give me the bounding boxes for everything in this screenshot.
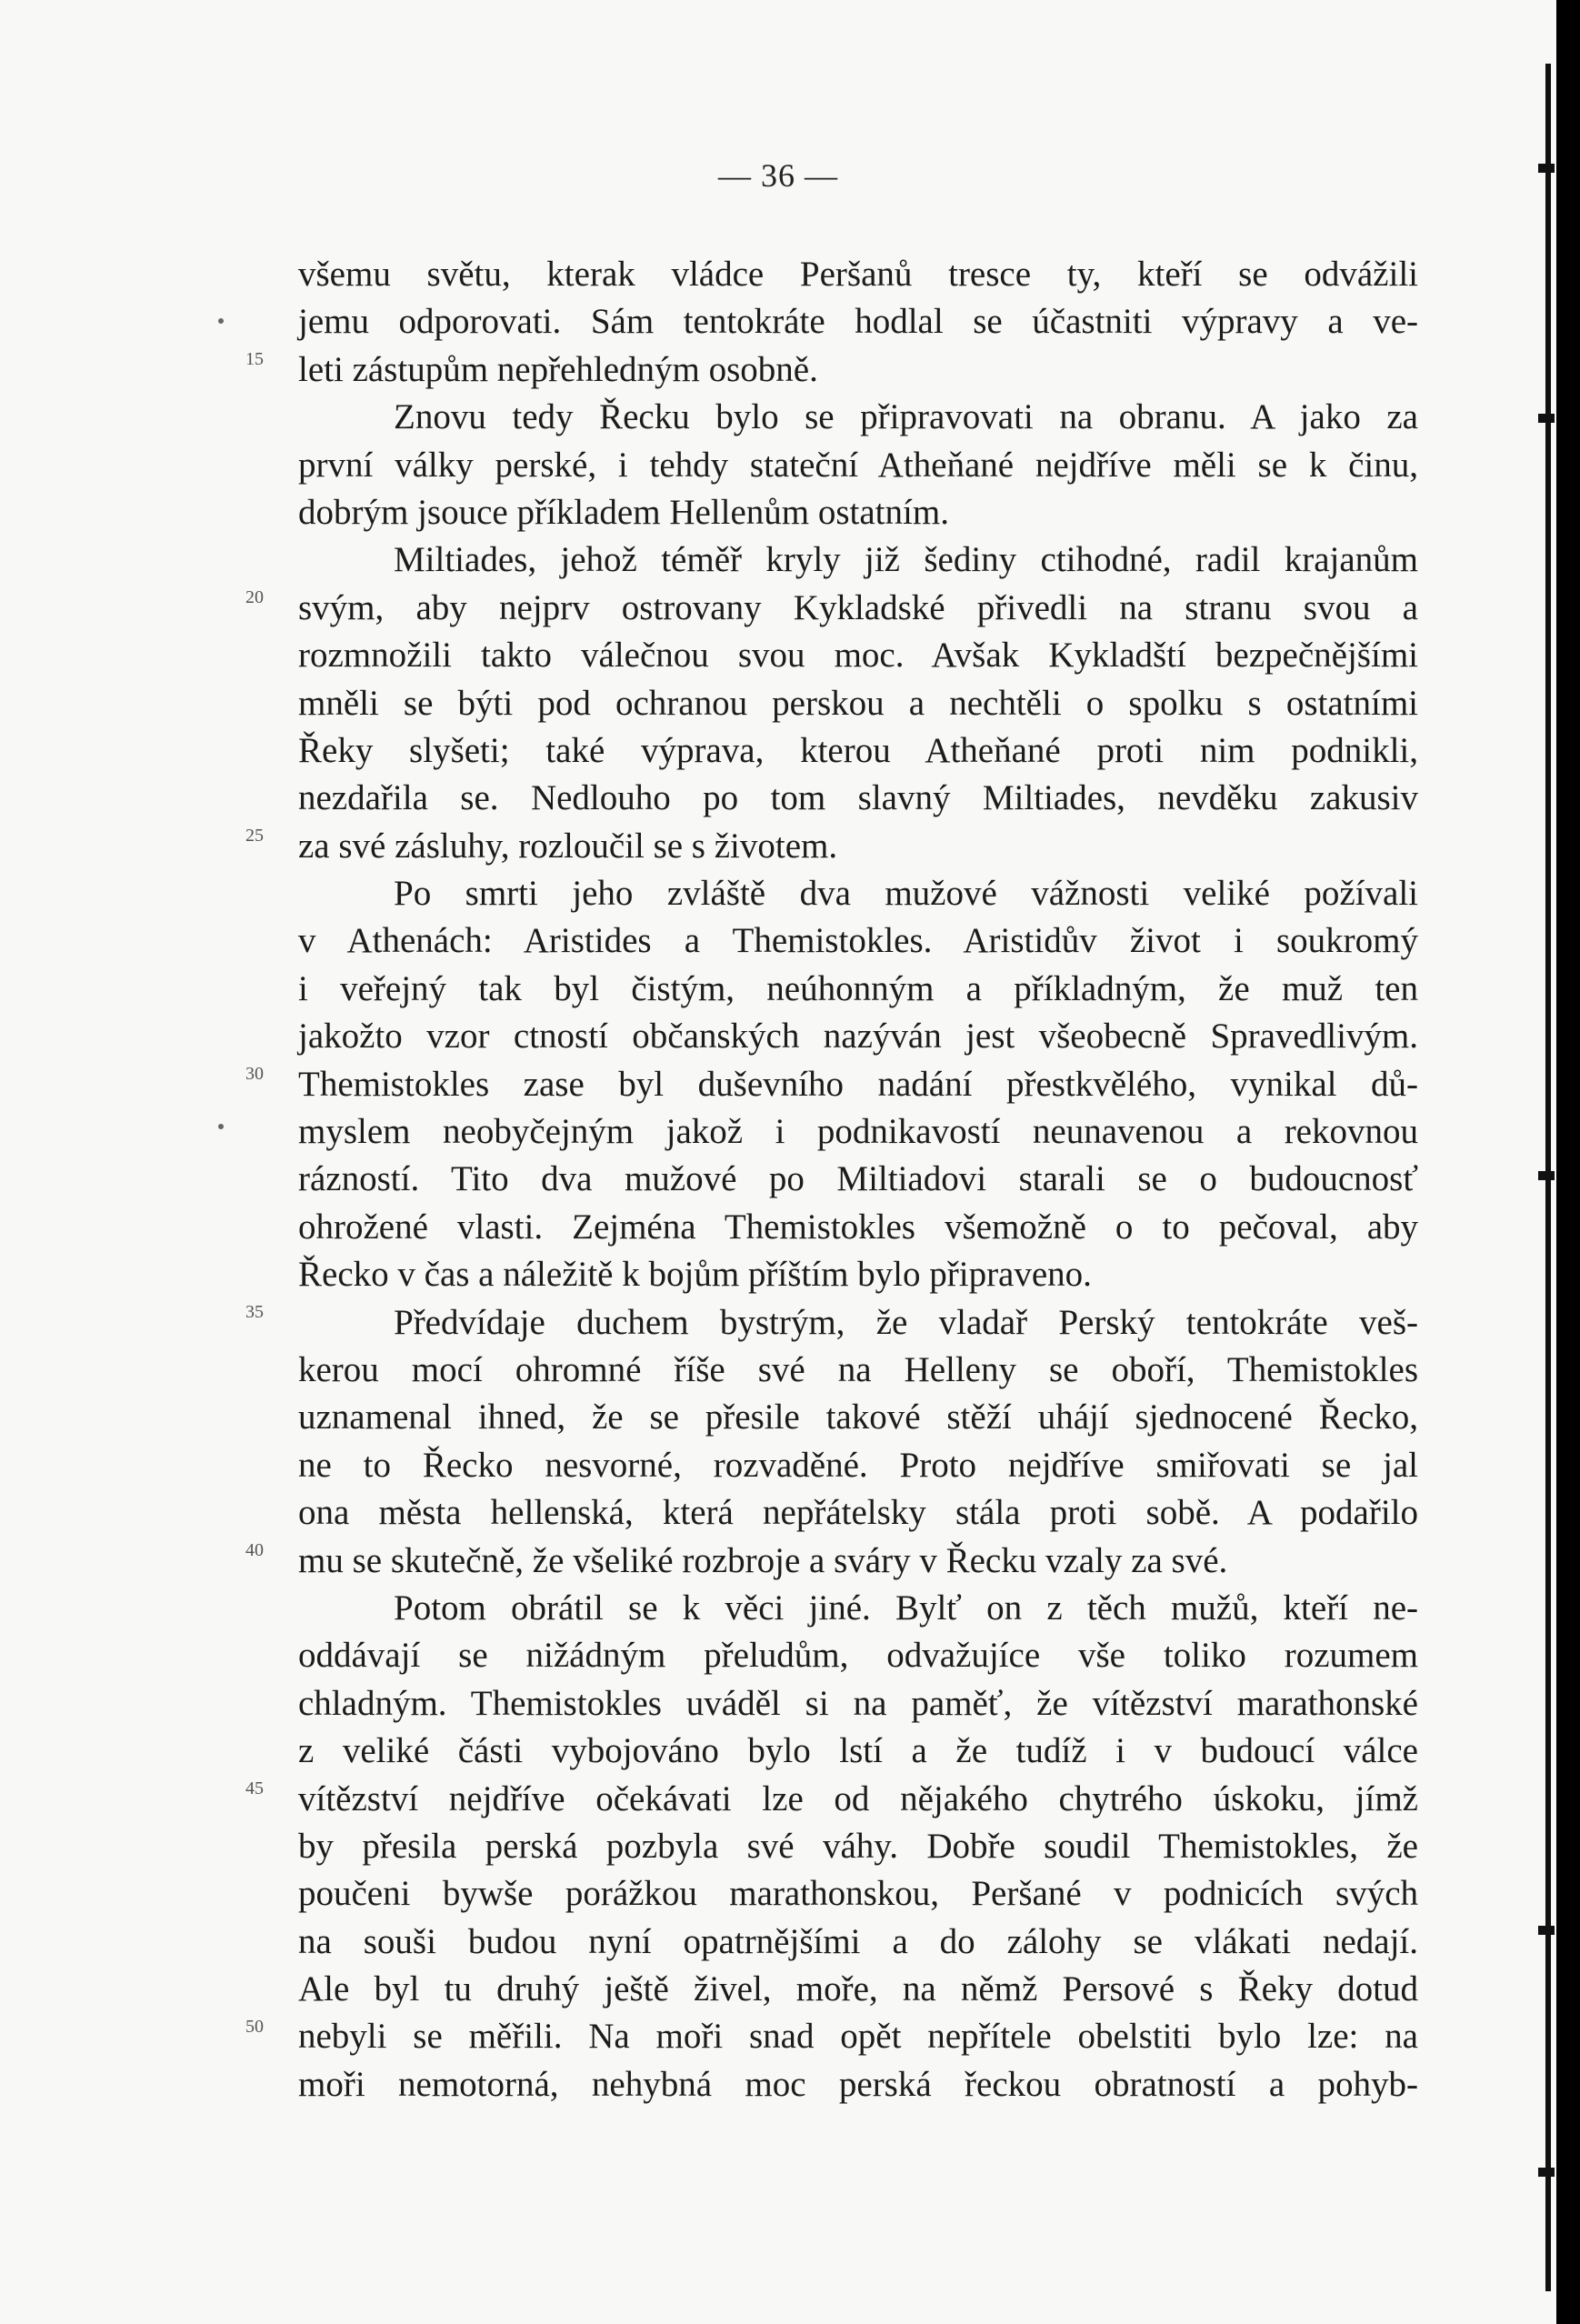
text-line: ona města hellenská, která nepřátelsky stála proti sobě. A podařilo: [298, 1493, 1418, 1533]
page-edge-mark: [1538, 1171, 1555, 1180]
text-line: moři nemotorná, nehybná moc perská řeckou obratností a pohyb-: [298, 2064, 1418, 2104]
line-number: 25: [245, 826, 264, 846]
line-number: 35: [245, 1302, 264, 1322]
text-line: Řeky slyšeti; také výprava, kterou Atheňané proti nim podnikli,: [298, 730, 1418, 770]
text-line: v Athenách: Aristides a Themistokles. Aristidův život i soukromý: [298, 921, 1418, 961]
line-number: 15: [245, 349, 264, 369]
text-line: mněli se býti pod ochranou perskou a nechtěli o spolku s ostatními: [298, 683, 1418, 723]
margin-mark: [218, 318, 224, 324]
text-line: mu se skutečně, že všeliké rozbroje a sváry v Řecku vzaly za své.: [298, 1540, 1228, 1580]
text-line: i veřejný tak byl čistým, neúhonným a příkladným, že muž ten: [298, 968, 1418, 1008]
text-line: za své zásluhy, rozloučil se s životem.: [298, 826, 838, 866]
text-line: Potom obrátil se k věci jiné. Bylť on z těch mužů, kteří ne-: [394, 1588, 1418, 1628]
text-line: vítězství nejdříve očekávati lze od nějakého chytrého úskoku, jímž: [298, 1778, 1418, 1818]
text-line: nezdařila se. Nedlouho po tom slavný Miltiades, nevděku zakusiv: [298, 778, 1418, 818]
text-line: Řecko v čas a náležitě k bojům příštím bylo připraveno.: [298, 1255, 1092, 1295]
text-line: uznamenal ihned, že se přesile takové stěží uhájí sjednocené Řecko,: [298, 1397, 1418, 1437]
line-number: 40: [245, 1540, 264, 1560]
text-line: kerou mocí ohromné říše své na Helleny se oboří, Themistokles: [298, 1349, 1418, 1389]
line-number: 30: [245, 1064, 264, 1084]
text-line: jakožto vzor ctností občanských nazýván jest všeobecně Spravedlivým.: [298, 1017, 1418, 1057]
text-line: oddávají se nižádným přeludům, odvažujíce vše toliko rozumem: [298, 1636, 1418, 1676]
text-line: jemu odporovati. Sám tentokráte hodlal se účastniti výpravy a ve-: [298, 302, 1418, 342]
text-line: Po smrti jeho zvláště dva mužové vážnosti veliké požívali: [394, 874, 1418, 914]
line-number: 45: [245, 1778, 264, 1798]
text-line: první války perské, i tehdy stateční Atheňané nejdříve měli se k činu,: [298, 445, 1418, 485]
text-line: Znovu tedy Řecku bylo se připravovati na obranu. A jako za: [394, 397, 1418, 437]
line-number: 50: [245, 2017, 264, 2037]
page-number: — 36 —: [718, 157, 838, 194]
page-edge-mark: [1538, 164, 1555, 173]
text-line: poučeni bywše porážkou marathonskou, Peršané v podnicích svých: [298, 1874, 1418, 1914]
text-line: Miltiades, jehož téměř kryly již šediny ctihodné, radil krajanům: [394, 540, 1418, 580]
text-line: rázností. Tito dva mužové po Miltiadovi starali se o budoucnosť: [298, 1159, 1418, 1199]
text-line: nebyli se měřili. Na moři snad opět nepřítele obelstiti bylo lze: na: [298, 2017, 1418, 2057]
text-line: dobrým jsouce příkladem Hellenům ostatním.: [298, 492, 949, 532]
page-edge-mark: [1538, 1926, 1555, 1935]
body-text: [298, 251, 1418, 2109]
page-edge-mark: [1538, 2168, 1555, 2177]
text-line: všemu světu, kterak vládce Peršanů tresce ty, kteří se odvážili: [298, 255, 1418, 294]
text-line: Ale byl tu druhý ještě živel, moře, na němž Persové s Řeky dotud: [298, 1969, 1418, 2009]
margin-mark: [218, 1124, 224, 1129]
text-line: rozmnožili takto válečnou svou moc. Avšak Kykladští bezpečnějšími: [298, 636, 1418, 676]
text-line: leti zástupům nepřehledným osobně.: [298, 349, 818, 389]
page-edge-mark: [1538, 414, 1555, 423]
text-line: myslem neobyčejným jakož i podnikavostí neunavenou a rekovnou: [298, 1112, 1418, 1152]
text-line: Themistokles zase byl duševního nadání přestkvělého, vynikal dů-: [298, 1064, 1418, 1104]
scan-border: [1556, 0, 1580, 2324]
text-line: z veliké části vybojováno bylo lstí a že tudíž i v budoucí válce: [298, 1731, 1418, 1771]
text-line: Předvídaje duchem bystrým, že vladař Perský tentokráte veš-: [394, 1302, 1418, 1342]
text-line: na souši budou nyní opatrnějšími a do zálohy se vlákati nedají.: [298, 1921, 1418, 1961]
text-line: ne to Řecko nesvorné, rozvaděné. Proto nejdříve smiřovati se jal: [298, 1445, 1418, 1485]
text-line: svým, aby nejprv ostrovany Kykladské přivedli na stranu svou a: [298, 587, 1418, 627]
line-number: 20: [245, 587, 264, 607]
text-line: ohrožené vlasti. Zejména Themistokles všemožně o to pečoval, aby: [298, 1207, 1418, 1247]
text-line: chladným. Themistokles uváděl si na paměť, že vítězství marathonské: [298, 1683, 1418, 1723]
text-line: by přesila perská pozbyla své váhy. Dobře soudil Themistokles, že: [298, 1826, 1418, 1866]
